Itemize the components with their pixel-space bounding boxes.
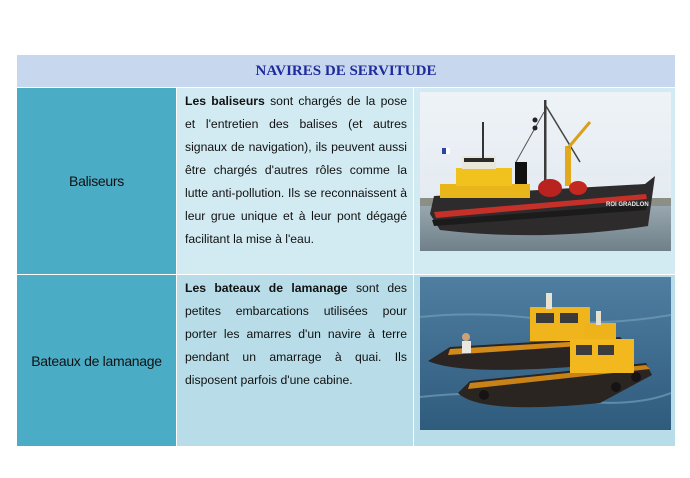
description-lead: Les baliseurs (185, 94, 265, 108)
row-label-text: Bateaux de lamanage (31, 352, 162, 369)
row-description-lamanage (177, 275, 413, 446)
row-label-text: Baliseurs (69, 173, 124, 189)
buoy-tender-ship-photo (420, 92, 671, 251)
table-row-lamanage (17, 275, 675, 446)
row-description-baliseurs (177, 88, 413, 274)
row-label-baliseurs (17, 88, 176, 274)
row-image-cell-lamanage (414, 275, 675, 446)
description-body: sont chargés de la pose et l'entretien des balises (et autres signaux de navigation), ils peuvent aussi être chargés d'autres rôles comme la lutte anti-pollution. Ils se reconnaissent à leur grue unique et à leur pont dégagé facilitant la mise à l'eau. (185, 94, 408, 246)
description-body: sont des petites embarcations utilisées pour porter les amarres d'un navire à terre pendant un amarrage à quai. Ils disposent parfois d'une cabine. (185, 281, 407, 387)
table-row-baliseurs (17, 88, 675, 274)
row-label-lamanage (17, 275, 176, 446)
row-image-cell-baliseurs (414, 88, 675, 274)
description-lead: Les bateaux de lamanage (185, 281, 348, 295)
hull-name-text: ROI GRADLON (606, 202, 649, 208)
table-title: NAVIRES DE SERVITUDE (17, 55, 675, 87)
mooring-boats-photo (420, 277, 671, 430)
